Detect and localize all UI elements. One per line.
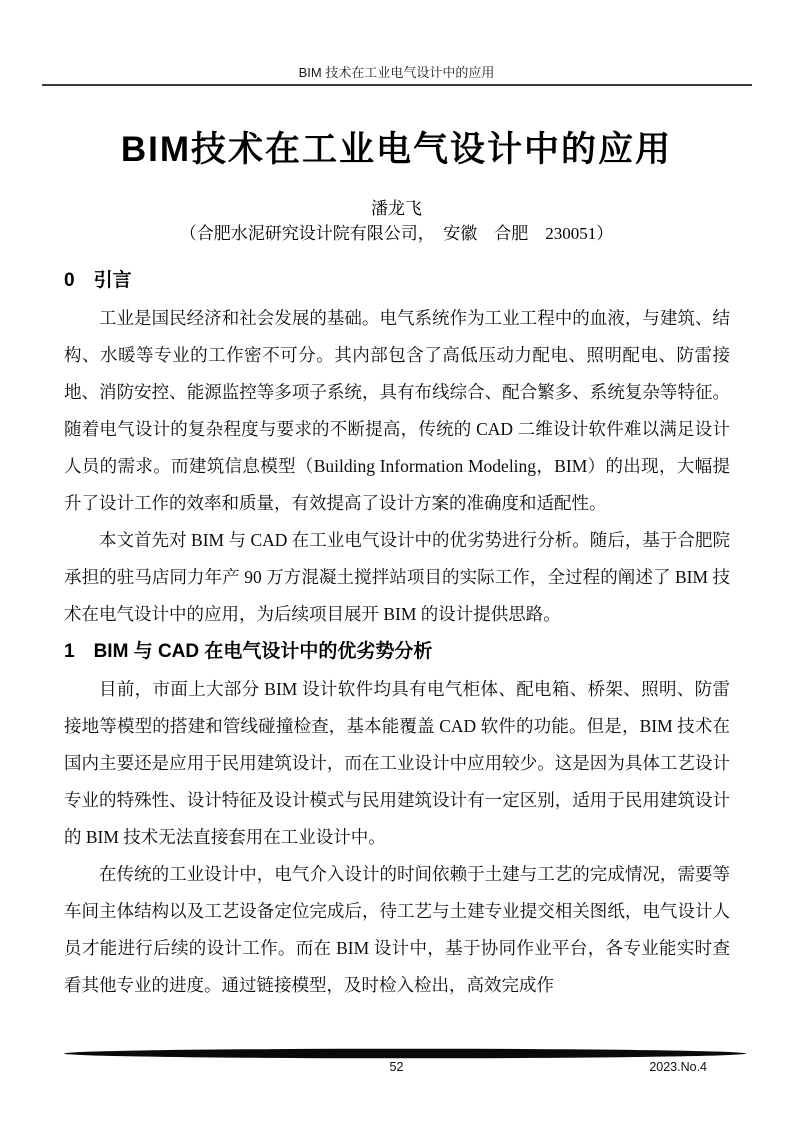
section-heading-0: 0 引言 [64, 270, 132, 291]
footer-issue-label: 2023.No.4 [649, 1060, 707, 1074]
header-rule [42, 84, 752, 86]
paragraph: 工业是国民经济和社会发展的基础。电气系统作为工业工程中的血液，与建筑、结构、水暖等专业的工作密不可分。其内部包含了高低压动力配电、照明配电、防雷接地、消防安控、能源监控等多项子系统，具有布线综合、配合繁多、系统复杂等特征。随着电气设计的复杂程度与要求的不断提高，传统的 CAD 二维设计软件难以满足设计人员的需求。而建筑信息模型（Building Information Modeling，BIM）的出现，大幅提升了设计工作的效率和质量，有效提高了设计方案的准确度和适配性。 [64, 308, 730, 513]
author-affiliation: （合肥水泥研究设计院有限公司， 安徽 合肥 230051） [179, 224, 614, 243]
footer-page-number: 52 [389, 1060, 404, 1074]
running-header: BIM 技术在工业电气设计中的应用 [298, 65, 495, 80]
author-name: 潘龙飞 [371, 199, 422, 218]
section-heading-1: 1 BIM 与 CAD 在电气设计中的优劣势分析 [64, 641, 433, 662]
article-title: BIM技术在工业电气设计中的应用 [120, 130, 673, 169]
article-body [64, 262, 730, 1004]
paragraph: 在传统的工业设计中，电气介入设计的时间依赖于土建与工艺的完成情况，需要等车间主体结构以及工艺设备定位完成后，待工艺与土建专业提交相关图纸，电气设计人员才能进行后续的设计工作。而在 BIM 设计中，基于协同作业平台，各专业能实时查看其他专业的进度。通过链接模型，及时检入检出，高效完成作 [64, 864, 730, 995]
footer-divider-bar [64, 1048, 746, 1059]
paragraph: 本文首先对 BIM 与 CAD 在工业电气设计中的优劣势进行分析。随后，基于合肥院承担的驻马店同力年产 90 万方混凝土搅拌站项目的实际工作，全过程的阐述了 BIM 技术在电气设计中的应用，为后续项目展开 BIM 的设计提供思路。 [64, 530, 730, 624]
paragraph: 目前，市面上大部分 BIM 设计软件均具有电气柜体、配电箱、桥架、照明、防雷接地等模型的搭建和管线碰撞检查，基本能覆盖 CAD 软件的功能。但是，BIM 技术在国内主要还是应用于民用建筑设计，而在工业设计中应用较少。这是因为具体工艺设计专业的特殊性、设计特征及设计模式与民用建筑设计有一定区别，适用于民用建筑设计的 BIM 技术无法直接套用在工业设计中。 [64, 679, 730, 847]
